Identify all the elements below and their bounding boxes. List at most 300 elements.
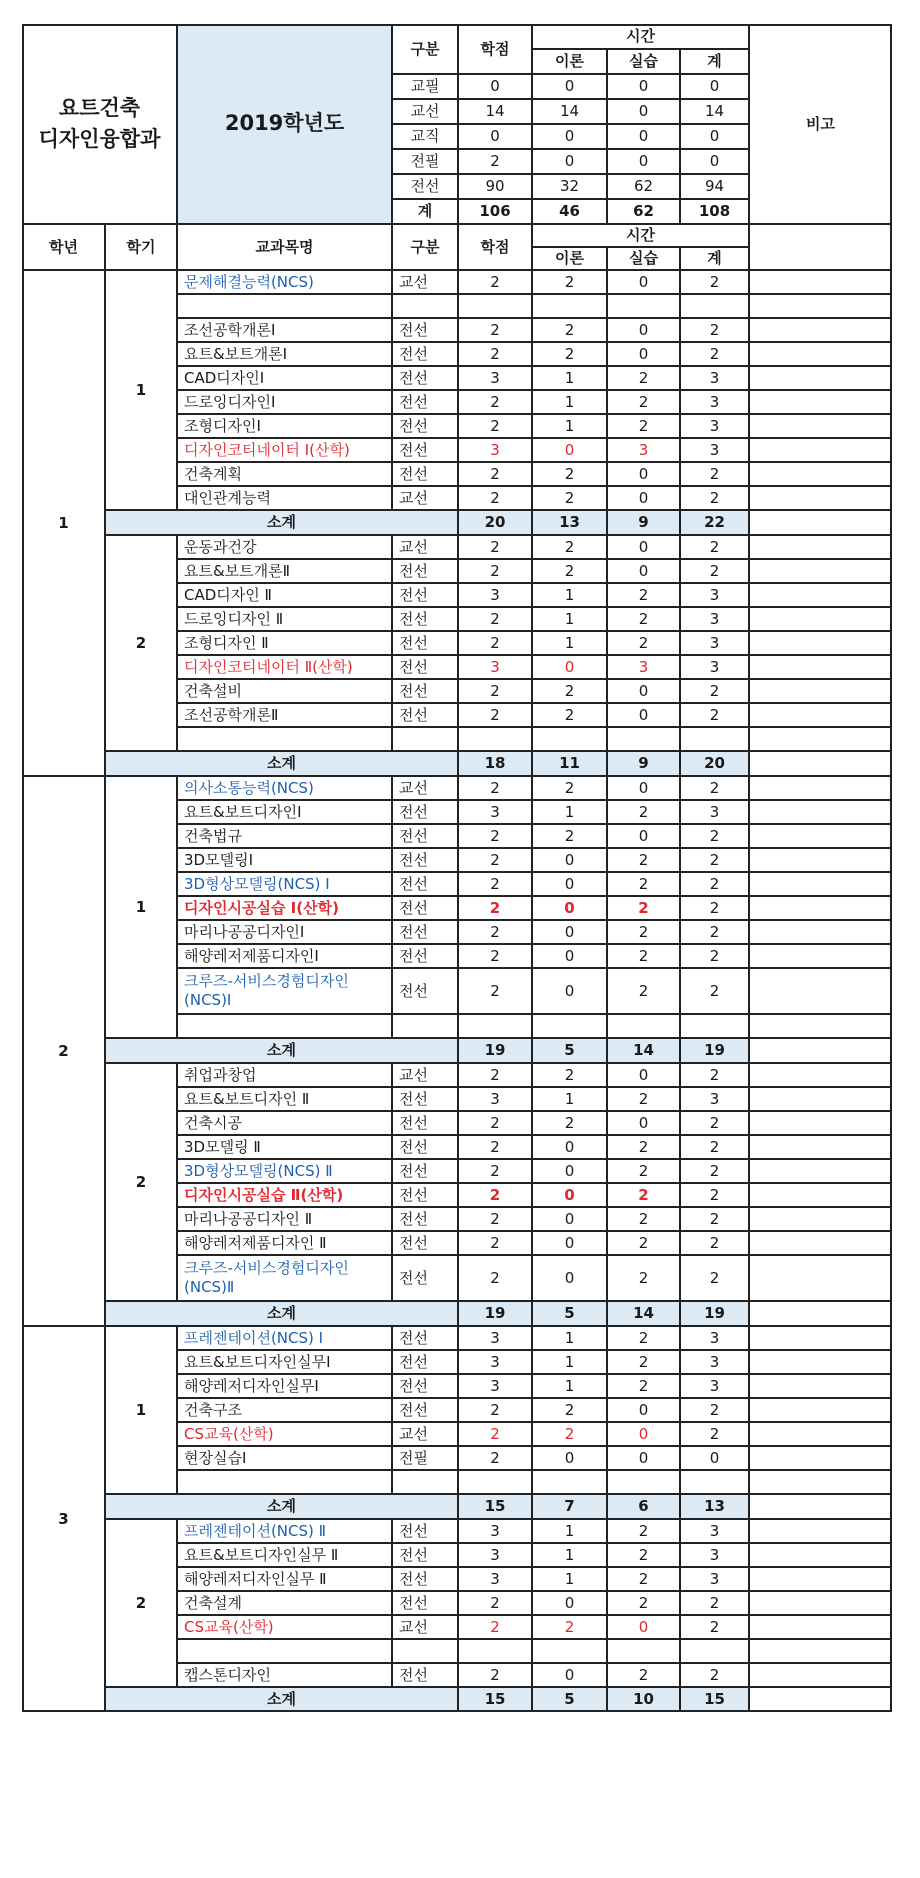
course-name: 조형디자인 Ⅱ	[184, 633, 269, 652]
subtotal-practice: 14	[607, 1301, 680, 1326]
course-name: 3D형상모델링(NCS) Ⅰ	[184, 874, 330, 893]
course-practice: 2	[638, 1137, 649, 1156]
course-name: CAD디자인 Ⅱ	[184, 585, 272, 604]
course-credits: 2	[490, 874, 500, 893]
col-header-course: 교과목명	[255, 237, 314, 256]
course-name: 대인관계능력	[184, 488, 271, 507]
course-total: 3	[709, 392, 720, 411]
course-name: 건축구조	[184, 1400, 242, 1419]
course-practice: 0	[638, 778, 649, 797]
subtotal-theory: 5	[532, 1301, 607, 1326]
course-theory: 2	[564, 320, 575, 339]
course-theory: 0	[564, 1268, 575, 1287]
course-name: 캡스톤디자인	[184, 1665, 271, 1684]
course-total: 3	[709, 1521, 720, 1540]
course-theory: 1	[564, 392, 575, 411]
course-type: 전선	[399, 1328, 428, 1347]
course-type: 전선	[399, 1521, 428, 1540]
course-type: 전선	[399, 1352, 428, 1371]
course-practice: 2	[638, 585, 649, 604]
col-header-semester: 학기	[126, 237, 156, 256]
subtotal-theory: 7	[532, 1494, 607, 1519]
course-credits: 2	[490, 705, 500, 724]
course-name: 요트&보트디자인실무Ⅰ	[184, 1352, 331, 1371]
course-total: 0	[709, 1448, 720, 1467]
course-theory: 2	[564, 1065, 575, 1084]
course-practice: 2	[638, 1521, 649, 1540]
course-theory: 1	[564, 1328, 575, 1347]
course-type: 전선	[399, 344, 428, 363]
course-credits: 2	[490, 464, 500, 483]
course-practice: 2	[638, 1185, 649, 1204]
course-credits: 3	[490, 1569, 500, 1588]
course-credits: 2	[490, 344, 500, 363]
course-practice: 2	[638, 633, 649, 652]
course-total: 2	[709, 1665, 720, 1684]
course-practice: 2	[638, 981, 649, 1000]
course-type: 전선	[399, 1209, 428, 1228]
semester-label: 1	[135, 1400, 147, 1419]
course-theory: 1	[564, 633, 575, 652]
course-theory: 1	[564, 1089, 575, 1108]
course-total: 2	[709, 681, 720, 700]
subtotal-credits: 19	[458, 1038, 532, 1063]
course-theory: 1	[564, 1521, 575, 1540]
summary-practice: 0	[638, 102, 649, 121]
semester-label: 2	[135, 1593, 147, 1612]
course-theory: 0	[564, 898, 575, 917]
course-type: 전선	[399, 1233, 428, 1252]
course-theory: 2	[564, 561, 575, 580]
course-credits: 2	[490, 1665, 500, 1684]
summary-total: 0	[709, 152, 720, 171]
course-name: 프레젠테이션(NCS) Ⅱ	[184, 1521, 327, 1540]
course-credits: 3	[490, 657, 500, 676]
course-practice: 0	[638, 1400, 649, 1419]
course-total: 3	[709, 416, 720, 435]
course-total: 2	[709, 1268, 720, 1287]
course-name: 3D모델링Ⅰ	[184, 850, 253, 869]
course-theory: 2	[564, 537, 575, 556]
course-type: 전선	[399, 585, 428, 604]
course-theory: 0	[564, 1233, 575, 1252]
subtotal-credits: 18	[458, 751, 532, 776]
course-practice: 0	[638, 488, 649, 507]
course-practice: 2	[638, 1593, 649, 1612]
subtotal-practice: 9	[607, 510, 680, 535]
course-total: 2	[709, 344, 720, 363]
course-type: 전선	[399, 1161, 428, 1180]
course-type: 전선	[399, 1665, 428, 1684]
course-credits: 2	[490, 320, 500, 339]
course-practice: 2	[638, 1268, 649, 1287]
course-credits: 2	[490, 850, 500, 869]
course-name: CS교육(산학)	[184, 1424, 274, 1443]
course-practice: 2	[638, 609, 649, 628]
course-type: 전선	[399, 802, 428, 821]
course-credits: 2	[490, 1617, 500, 1636]
course-name: 취업과창업	[184, 1065, 257, 1084]
course-type: 전선	[399, 1569, 428, 1588]
course-practice: 2	[638, 898, 649, 917]
course-theory: 2	[564, 464, 575, 483]
course-total: 3	[709, 1089, 720, 1108]
course-credits: 2	[490, 1065, 500, 1084]
academic-year: 2019학년도	[177, 24, 392, 224]
subtotal-label: 소계	[105, 1494, 458, 1519]
course-name: 해양레저제품디자인Ⅰ	[184, 946, 319, 965]
course-name: 요트&보트개론Ⅱ	[184, 561, 291, 580]
course-total: 2	[709, 705, 720, 724]
course-total: 3	[709, 657, 720, 676]
course-credits: 2	[490, 826, 500, 845]
subtotal-total: 19	[680, 1301, 749, 1326]
course-type: 전선	[399, 1593, 428, 1612]
course-type: 전선	[399, 1137, 428, 1156]
subtotal-theory: 11	[532, 751, 607, 776]
subtotal-label: 소계	[105, 510, 458, 535]
course-type: 전선	[399, 922, 428, 941]
course-total: 2	[709, 946, 720, 965]
summary-credits: 14	[485, 102, 505, 121]
course-practice: 3	[638, 440, 649, 459]
subtotal-total: 19	[680, 1038, 749, 1063]
practice-header: 실습	[629, 52, 658, 71]
summary-practice: 62	[633, 202, 654, 221]
course-theory: 0	[564, 657, 575, 676]
course-type: 전선	[399, 681, 428, 700]
course-credits: 3	[490, 1545, 500, 1564]
course-practice: 0	[638, 1617, 649, 1636]
subtotal-practice: 6	[607, 1494, 680, 1519]
type-header: 구분	[410, 39, 440, 58]
course-practice: 2	[638, 1089, 649, 1108]
course-credits: 2	[490, 488, 500, 507]
course-name: 건축법규	[184, 826, 242, 845]
grade-label: 1	[58, 513, 69, 532]
course-name: 해양레저제품디자인 Ⅱ	[184, 1233, 327, 1252]
course-type: 교선	[399, 272, 428, 291]
course-name: 건축시공	[184, 1113, 242, 1132]
course-theory: 0	[564, 1185, 575, 1204]
course-total: 3	[709, 585, 720, 604]
course-name: 요트&보트디자인 Ⅱ	[184, 1089, 310, 1108]
course-name: 해양레저디자인실무Ⅰ	[184, 1376, 319, 1395]
course-type: 전선	[399, 898, 428, 917]
col-header-grade: 학년	[49, 237, 78, 256]
subtotal-practice: 10	[607, 1687, 680, 1712]
course-practice: 0	[638, 705, 649, 724]
curriculum-table	[22, 24, 892, 1712]
course-name: 해양레저디자인실무 Ⅱ	[184, 1569, 327, 1588]
subtotal-label: 소계	[105, 1038, 458, 1063]
course-theory: 2	[564, 488, 575, 507]
course-name: 운동과건강	[184, 537, 257, 556]
semester-label: 1	[135, 380, 147, 399]
course-credits: 2	[490, 1424, 500, 1443]
summary-type: 전필	[410, 152, 440, 171]
course-practice: 0	[638, 464, 649, 483]
course-total: 3	[709, 1328, 720, 1347]
course-theory: 0	[564, 874, 575, 893]
course-credits: 3	[490, 1352, 500, 1371]
semester-label: 2	[135, 1172, 147, 1191]
subtotal-theory: 5	[532, 1687, 607, 1712]
course-type: 전선	[399, 633, 428, 652]
course-total: 2	[709, 464, 720, 483]
summary-theory: 0	[564, 152, 575, 171]
subtotal-label: 소계	[105, 751, 458, 776]
subtotal-credits: 20	[458, 510, 532, 535]
subtotal-theory: 13	[532, 510, 607, 535]
summary-credits: 106	[479, 202, 511, 221]
course-credits: 2	[490, 272, 500, 291]
course-credits: 2	[490, 1593, 500, 1612]
course-theory: 2	[564, 1424, 575, 1443]
summary-theory: 32	[559, 177, 580, 196]
course-total: 2	[709, 272, 720, 291]
col-header-credits: 학점	[480, 237, 510, 256]
course-name: 요트&보트디자인실무 Ⅱ	[184, 1545, 339, 1564]
course-type: 전선	[399, 1376, 428, 1395]
course-type: 전선	[399, 440, 428, 459]
course-total: 2	[709, 922, 720, 941]
course-practice: 2	[638, 416, 649, 435]
course-total: 2	[709, 1424, 720, 1443]
course-type: 전선	[399, 1185, 428, 1204]
semester-label: 1	[135, 897, 147, 916]
course-practice: 0	[638, 344, 649, 363]
total-header: 계	[707, 52, 722, 71]
course-total: 2	[709, 778, 720, 797]
course-total: 2	[709, 850, 720, 869]
course-name: 건축계획	[184, 464, 242, 483]
summary-theory: 14	[559, 102, 580, 121]
course-theory: 2	[564, 705, 575, 724]
course-credits: 2	[490, 561, 500, 580]
semester-label: 2	[135, 633, 147, 652]
course-name: 건축설비	[184, 681, 242, 700]
summary-credits: 2	[490, 152, 500, 171]
col-header-hours: 시간	[626, 226, 655, 245]
course-theory: 1	[564, 1352, 575, 1371]
course-theory: 1	[564, 1545, 575, 1564]
course-credits: 2	[489, 1185, 501, 1204]
course-type: 전선	[399, 946, 428, 965]
course-credits: 2	[490, 1137, 500, 1156]
course-total: 2	[709, 1400, 720, 1419]
course-practice: 0	[638, 826, 649, 845]
course-total: 2	[709, 561, 720, 580]
course-credits: 2	[490, 537, 500, 556]
course-total: 2	[709, 826, 720, 845]
course-theory: 2	[564, 826, 575, 845]
col-header-practice: 실습	[629, 249, 658, 268]
theory-header: 이론	[555, 52, 584, 71]
summary-theory: 0	[564, 77, 575, 96]
hours-header: 시간	[626, 27, 655, 46]
course-theory: 2	[564, 344, 575, 363]
course-total: 2	[709, 1185, 720, 1204]
course-credits: 2	[490, 778, 500, 797]
course-name: 건축설계	[184, 1593, 242, 1612]
course-name: 현장실습Ⅰ	[184, 1448, 247, 1467]
course-total: 2	[709, 488, 720, 507]
summary-theory: 0	[564, 127, 575, 146]
course-credits: 2	[490, 981, 500, 1000]
course-credits: 2	[490, 922, 500, 941]
course-theory: 0	[564, 440, 575, 459]
course-practice: 2	[638, 368, 649, 387]
subtotal-label: 소계	[105, 1687, 458, 1712]
course-total: 3	[709, 440, 720, 459]
course-type: 전선	[399, 609, 428, 628]
course-name: 조형디자인Ⅰ	[184, 416, 261, 435]
course-type: 전필	[399, 1448, 428, 1467]
course-type: 전선	[399, 874, 428, 893]
course-name: 프레젠테이션(NCS) Ⅰ	[184, 1328, 324, 1347]
subtotal-practice: 14	[607, 1038, 680, 1063]
remarks-header: 비고	[806, 114, 835, 133]
col-header-type: 구분	[410, 237, 440, 256]
course-total: 2	[709, 1137, 720, 1156]
subtotal-credits: 19	[458, 1301, 532, 1326]
course-theory: 2	[564, 1113, 575, 1132]
summary-practice: 62	[633, 177, 654, 196]
course-credits: 3	[490, 802, 500, 821]
summary-type: 교선	[410, 102, 440, 121]
course-total: 2	[709, 874, 720, 893]
course-practice: 2	[638, 802, 649, 821]
course-practice: 2	[638, 392, 649, 411]
col-header-total: 계	[707, 249, 722, 268]
course-credits: 2	[490, 609, 500, 628]
course-type: 전선	[399, 1400, 428, 1419]
course-type: 전선	[399, 1113, 428, 1132]
course-name: 디자인시공실습 Ⅱ(산학)	[184, 1185, 344, 1204]
subtotal-label: 소계	[105, 1301, 458, 1326]
course-practice: 2	[638, 1376, 649, 1395]
course-theory: 1	[564, 416, 575, 435]
summary-practice: 0	[638, 77, 649, 96]
course-name: 의사소통능력(NCS)	[184, 778, 314, 797]
summary-type: 전선	[410, 177, 440, 196]
subtotal-total: 15	[680, 1687, 749, 1712]
course-name: 요트&보트개론Ⅰ	[184, 344, 288, 363]
course-theory: 0	[564, 981, 575, 1000]
course-theory: 2	[564, 681, 575, 700]
summary-practice: 0	[638, 127, 649, 146]
summary-credits: 90	[485, 177, 505, 196]
course-practice: 0	[638, 1448, 649, 1467]
course-name: 크루즈-서비스경험디자인(NCS)Ⅱ	[184, 1259, 349, 1296]
subtotal-theory: 5	[532, 1038, 607, 1063]
course-type: 전선	[399, 320, 428, 339]
course-theory: 2	[564, 1400, 575, 1419]
summary-credits: 0	[490, 77, 500, 96]
course-total: 3	[709, 633, 720, 652]
course-credits: 3	[490, 1328, 500, 1347]
course-practice: 0	[638, 537, 649, 556]
course-name: 크루즈-서비스경험디자인(NCS)Ⅰ	[184, 972, 349, 1009]
summary-type: 교필	[410, 77, 440, 96]
course-credits: 2	[490, 1448, 500, 1467]
course-theory: 1	[564, 802, 575, 821]
course-name: 마리나공공디자인Ⅰ	[184, 922, 305, 941]
course-theory: 2	[564, 1617, 575, 1636]
course-practice: 2	[638, 1665, 649, 1684]
course-total: 2	[709, 1161, 720, 1180]
course-practice: 0	[638, 1424, 649, 1443]
subtotal-credits: 15	[458, 1494, 532, 1519]
course-theory: 1	[564, 1376, 575, 1395]
course-practice: 2	[638, 1352, 649, 1371]
course-total: 3	[709, 1569, 720, 1588]
course-credits: 3	[490, 440, 500, 459]
course-practice: 0	[638, 681, 649, 700]
course-practice: 0	[638, 1065, 649, 1084]
course-practice: 2	[638, 946, 649, 965]
summary-total: 0	[709, 127, 720, 146]
summary-total: 108	[698, 202, 731, 221]
course-credits: 2	[490, 1400, 500, 1419]
course-total: 2	[709, 1113, 720, 1132]
summary-practice: 0	[638, 152, 649, 171]
subtotal-total: 22	[680, 510, 749, 535]
course-type: 전선	[399, 464, 428, 483]
summary-credits: 0	[490, 127, 500, 146]
course-type: 전선	[399, 1268, 428, 1287]
course-credits: 3	[490, 585, 500, 604]
course-theory: 1	[564, 585, 575, 604]
course-credits: 3	[490, 1089, 500, 1108]
course-theory: 2	[564, 778, 575, 797]
course-practice: 3	[638, 657, 649, 676]
summary-total: 0	[709, 77, 720, 96]
course-total: 2	[709, 1617, 720, 1636]
course-type: 전선	[399, 1089, 428, 1108]
summary-total: 14	[704, 102, 725, 121]
subtotal-total: 20	[680, 751, 749, 776]
course-total: 2	[709, 1209, 720, 1228]
summary-theory: 46	[559, 202, 580, 221]
course-type: 전선	[399, 416, 428, 435]
course-theory: 0	[564, 850, 575, 869]
summary-type: 계	[417, 202, 433, 221]
course-credits: 2	[490, 392, 500, 411]
grade-label: 2	[58, 1041, 69, 1060]
course-credits: 3	[490, 1521, 500, 1540]
course-name: 문제해결능력(NCS)	[184, 272, 314, 291]
course-name: 드로잉디자인Ⅰ	[184, 392, 276, 411]
course-credits: 2	[490, 681, 500, 700]
course-type: 교선	[399, 537, 428, 556]
course-theory: 0	[564, 922, 575, 941]
course-theory: 1	[564, 1569, 575, 1588]
course-practice: 2	[638, 1545, 649, 1564]
course-credits: 2	[490, 1209, 500, 1228]
credits-header: 학점	[480, 39, 510, 58]
course-type: 교선	[399, 1617, 428, 1636]
subtotal-practice: 9	[607, 751, 680, 776]
course-theory: 0	[564, 946, 575, 965]
course-type: 교선	[399, 1065, 428, 1084]
course-credits: 2	[490, 1268, 500, 1287]
course-credits: 2	[490, 416, 500, 435]
course-total: 2	[709, 1065, 720, 1084]
subtotal-credits: 15	[458, 1687, 532, 1712]
course-total: 2	[709, 1593, 720, 1612]
